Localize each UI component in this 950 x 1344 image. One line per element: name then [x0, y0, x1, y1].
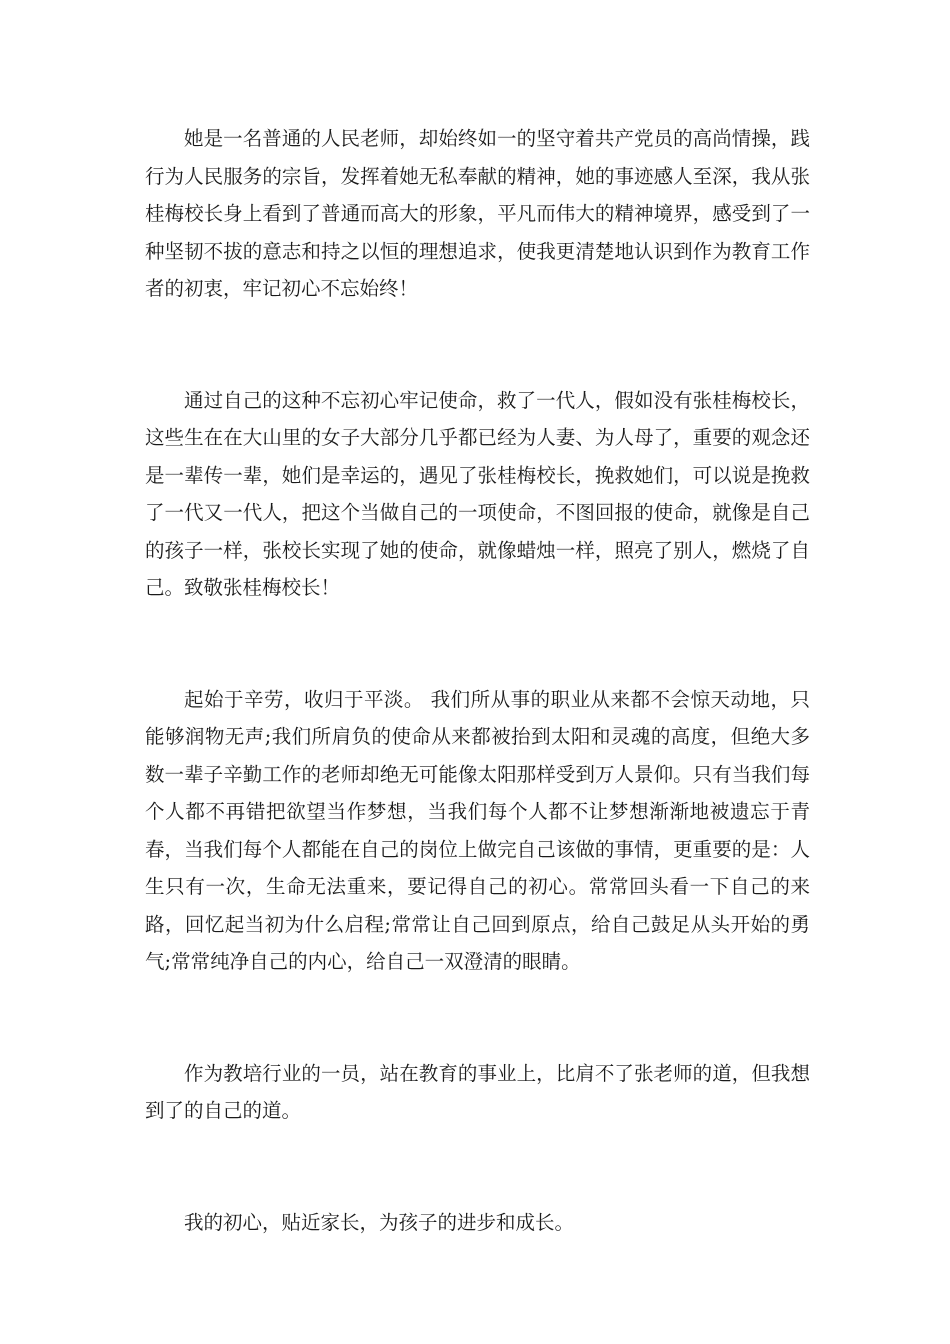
document-body	[145, 120, 810, 1241]
paragraph-4: 作为教培行业的一员，站在教育的事业上，比肩不了张老师的道，但我想到了的自己的道。	[145, 1061, 810, 1122]
paragraph-3: 起始于辛劳，收归于平淡。 我们所从事的职业从来都不会惊天动地，只能够润物无声;我们所肩负的使命从来都被抬到太阳和灵魂的高度，但绝大多数一辈子辛勤工作的老师却绝无可能像太阳那样受到万人景仰。只有当我们每个人都不再错把欲望当作梦想，当我们每个人都不让梦想渐渐地被遗忘于青春，当我们每个人都能在自己的岗位上做完自己该做的事情，更重要的是：人生只有一次，生命无法重来，要记得自己的初心。常常回头看一下自己的来路，回忆起当初为什么启程;常常让自己回到原点，给自己鼓足从头开始的勇气;常常纯净自己的内心，给自己一双澄清的眼睛。	[145, 687, 810, 973]
paragraph-1: 她是一名普通的人民老师，却始终如一的坚守着共产党员的高尚情操，践行为人民服务的宗旨，发挥着她无私奉献的精神，她的事迹感人至深，我从张桂梅校长身上看到了普通而高大的形象，平凡而伟大的精神境界，感受到了一种坚韧不拔的意志和持之以恒的理想追求，使我更清楚地认识到作为教育工作者的初衷，牢记初心不忘始终！	[145, 127, 810, 300]
paragraph-2: 通过自己的这种不忘初心牢记使命，救了一代人，假如没有张桂梅校长，这些生在在大山里的女子大部分几乎都已经为人妻、为人母了，重要的观念还是一辈传一辈，她们是幸运的，遇见了张桂梅校长，挽救她们，可以说是挽救了一代又一代人，把这个当做自己的一项使命，不图回报的使命，就像是自己的孩子一样，张校长实现了她的使命，就像蜡烛一样，照亮了别人，燃烧了自己。致敬张桂梅校长！	[145, 388, 810, 599]
paragraph-5: 我的初心，贴近家长，为孩子的进步和成长。	[184, 1210, 575, 1234]
